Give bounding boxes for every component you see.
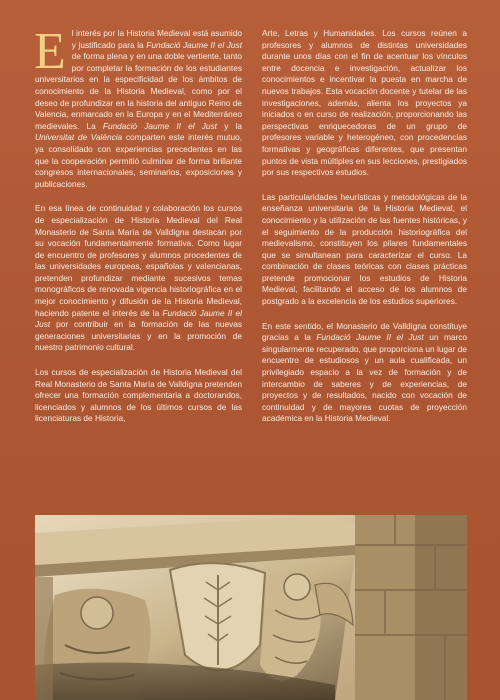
capital-sculpture-photo bbox=[35, 515, 467, 700]
left-paragraph-1: El interés por la Historia Medieval está asumido y justificado para la Fundació Jaume II el Just de forma plena y en una doble vertiente, tanto por completar la formación de los estudiantes universitarios en la especificidad de los ámbitos de conocimiento de la Historia Medieval, como por el deseo de profundizar en la historia del antiguo Reino de Valencia, enmarcado en la Europa y en el Mediterráneo medievales. La Fundació Jaume II el Just y la Universitat de València comparten este interés mutuo, ya consolidado con experiencias precedentes en las que la cooperación permitió culminar de forma brillante congresos internacionales, seminarios, exposiciones y publicaciones. bbox=[34, 23, 243, 189]
right-paragraph-1: Arte, Letras y Humanidades. Los cursos reúnen a profesores y alumnos de distintas universidades durante unos días con el fin de acentuar los vínculos entre docencia e investigación, actualizar los conocimientos e incentivar la puesta en marcha de nuevos trabajos. Esta vocación docente y tutelar de las investigaciones, además, alienta los proyectos ya iniciados o en curso de realización, proporcionando las perspectivas enriquecedoras de un grupo de profesores variable y heterogéneo, con procedencias formativas y geográficas diferentes, que presentan puntos de vista múltiples en sus lecciones, prestigiados por sus respectivos estudios. bbox=[262, 28, 467, 178]
right-paragraph-3: En este sentido, el Monasterio de Valldigna constituye gracias a la Fundació Jaume II el Just un marco singularmente recuperado, que proporciona un lugar de encuentro de estudiosos y un aula cualificada, un privilegiado espacio a la vez de formación y de intercambio de saberes y de experiencias, de proyectos y de resultados, nacido con vocación de continuidad y de mayores cuotas de proyección académica en la Historia Medieval. bbox=[262, 320, 467, 424]
right-column bbox=[262, 28, 467, 438]
right-paragraph-2: Las particularidades heurísticas y metodológicas de la enseñanza universitaria de la Historia Medieval, el conocimiento y la utilización de las fuentes históricas, y el seguimiento de la producción historiográfica del medievalismo, constituyen los pilares fundamentales que se simultanean para caracterizar el curso. La combinación de clases teóricas con clases prácticas pretende promocionar los estudios de Historia Medieval, facilitando el acceso de los alumnos de postgrado a la excelencia de los estudios superiores. bbox=[262, 191, 467, 307]
left-paragraph-3: Los cursos de especialización de Historia Medieval del Real Monasterio de Santa María de Valldigna pretenden ofrecer una formación complementaria a doctorandos, licenciados y alumnos de los últimos cursos de las licenciaturas de Historia, bbox=[35, 367, 242, 424]
stone-capital-illustration bbox=[35, 515, 467, 700]
left-paragraph-2: En esa línea de continuidad y colaboración los cursos de especialización de Historia Medieval del Real Monasterio de Santa María de Valldigna destacan por su vocación fundamentalmente formativa. Como lugar de encuentro de profesores y alumnos procedentes de las universidades europeas, españolas y valencianas, pretenden profundizar mediante sucesivos temas monográficos de renovada vigencia historiográfica en el mejor conocimiento y difusión de la Historia Medieval, haciendo patente el interés de la Fundació Jaume II el Just por contribuir en la formación de las nuevas generaciones universitarias y en la promoción de nuestro patrimonio cultural. bbox=[35, 203, 242, 353]
drop-cap: E bbox=[34, 23, 66, 80]
left-column bbox=[34, 23, 243, 438]
